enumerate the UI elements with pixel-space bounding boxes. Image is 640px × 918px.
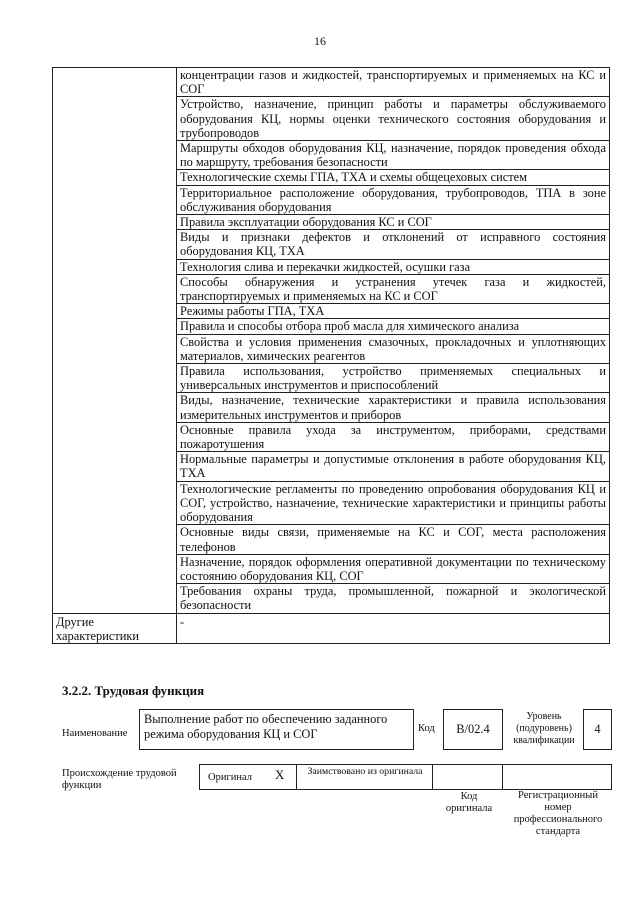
- origin-divider: [502, 764, 503, 790]
- knowledge-item: Правила и способы отбора проб масла для химического анализа: [177, 319, 610, 334]
- original-mark: X: [275, 767, 285, 782]
- knowledge-item: концентрации газов и жидкостей, транспортируемых и применяемых на КС и СОГ: [177, 68, 610, 97]
- code-label: Код: [418, 723, 435, 734]
- knowledge-item: Нормальные параметры и допустимые отклонения в работе оборудования КЦ, ТХА: [177, 452, 610, 481]
- other-characteristics-label: Другие характеристики: [53, 613, 177, 643]
- other-characteristics-row: [53, 613, 610, 643]
- name-label: Наименование: [62, 728, 128, 739]
- registration-number-label: Регистрационный номер профессионального стандарта: [513, 790, 603, 837]
- knowledge-item: Устройство, назначение, принцип работы и параметры обслуживаемого оборудования КЦ, нормы оценки технического состояния оборудования и трубопроводов: [177, 97, 610, 141]
- level-value-box: 4: [583, 709, 612, 750]
- knowledge-item: Основные правила ухода за инструментом, приборами, средствами пожаротушения: [177, 422, 610, 451]
- knowledge-item: Виды и признаки дефектов и отклонений от исправного состояния оборудования КЦ, ТХА: [177, 230, 610, 259]
- knowledge-item: Технологические схемы ГПА, ТХА и схемы общецеховых систем: [177, 170, 610, 185]
- origin-divider: [432, 764, 433, 790]
- table-row: [53, 68, 610, 97]
- origin-divider: [296, 764, 297, 790]
- left-column-cell: [53, 68, 177, 614]
- knowledge-item: Основные виды связи, применяемые на КС и СОГ, места расположения телефонов: [177, 525, 610, 554]
- knowledge-item: Маршруты обходов оборудования КЦ, назначение, порядок проведения обхода по маршруту, требования безопасности: [177, 141, 610, 170]
- other-characteristics-value: -: [177, 613, 610, 643]
- knowledge-item: Территориальное расположение оборудования, трубопроводов, ТПА в зоне обслуживания оборудования: [177, 185, 610, 214]
- knowledge-item: Режимы работы ГПА, ТХА: [177, 304, 610, 319]
- origin-label: Происхождение трудовой функции: [62, 768, 177, 791]
- original-label: Оригинал: [208, 772, 252, 783]
- section-heading: 3.2.2. Трудовая функция: [62, 683, 205, 698]
- knowledge-item: Правила эксплуатации оборудования КС и СОГ: [177, 215, 610, 230]
- knowledge-item: Требования охраны труда, промышленной, пожарной и экологической безопасности: [177, 584, 610, 613]
- knowledge-table: [52, 67, 610, 644]
- original-code-label: Код оригинала: [445, 791, 493, 814]
- knowledge-item: Правила использования, устройство применяемых специальных и универсальных инструментов и приспособлений: [177, 364, 610, 393]
- knowledge-item: Свойства и условия применения смазочных, прокладочных и уплотняющих материалов, химических реагентов: [177, 334, 610, 363]
- function-name-box: Выполнение работ по обеспечению заданного режима оборудования КЦ и СОГ: [139, 709, 414, 750]
- knowledge-item: Назначение, порядок оформления оперативной документации по техническому состоянию оборудования КЦ, СОГ: [177, 554, 610, 583]
- page-number: 16: [314, 34, 326, 48]
- borrowed-label: Заимствовано из оригинала: [307, 766, 423, 777]
- knowledge-item: Виды, назначение, технические характеристики и правила использования измерительных инструментов и приборов: [177, 393, 610, 422]
- knowledge-item: Способы обнаружения и устранения утечек газа и жидкостей, транспортируемых и применяемых на КС и СОГ: [177, 274, 610, 303]
- code-value-box: B/02.4: [443, 709, 503, 750]
- knowledge-item: Технологические регламенты по проведению опробования оборудования КЦ и СОГ, устройство, назначение, технические характеристики и принципы работы оборудования: [177, 481, 610, 525]
- knowledge-item: Технология слива и перекачки жидкостей, осушки газа: [177, 259, 610, 274]
- level-label: Уровень (подуровень) квалификации: [513, 711, 575, 746]
